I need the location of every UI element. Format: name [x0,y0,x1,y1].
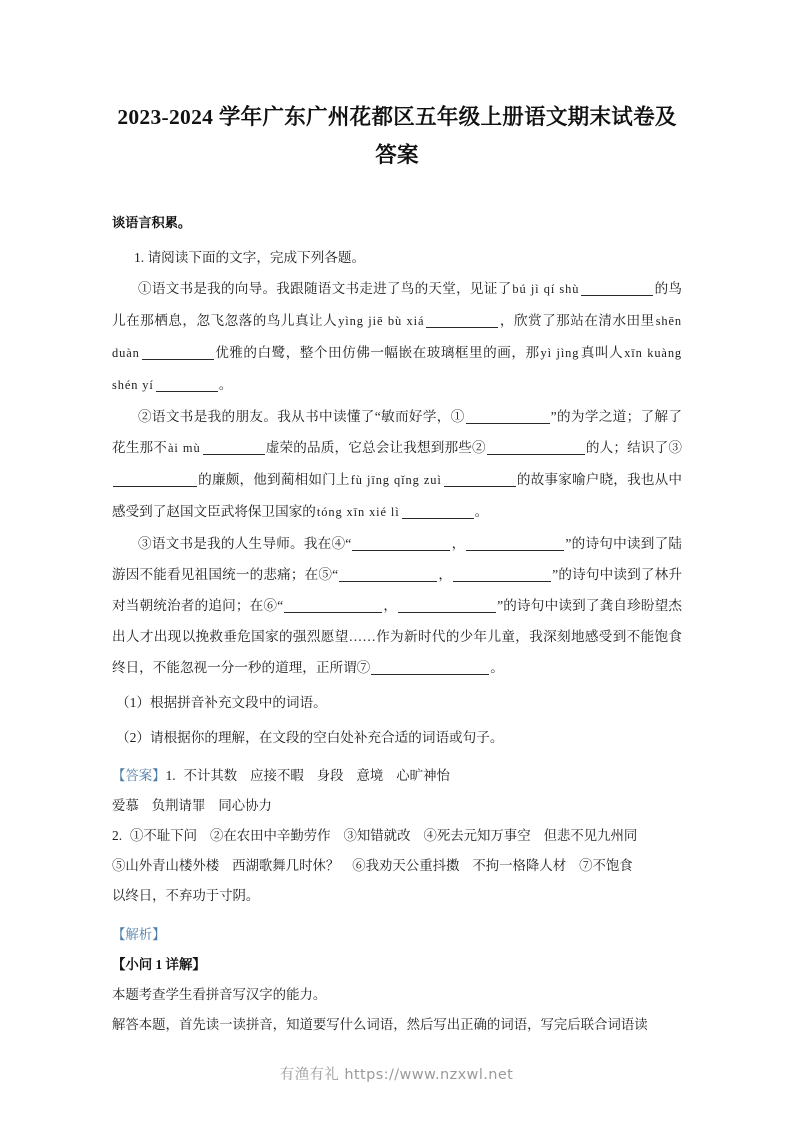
passage-3-text-g: 升对当朝统治者的追问；在⑥“ [112,567,682,613]
title-line-1: 2023-2024 学年广东广州花都区五年级上册语文期末试卷及 [117,105,677,129]
answer-blank[interactable] [371,674,489,675]
answer-2-prefix: 2. [112,828,123,843]
answer-line-4 [112,851,682,881]
passage-3-text-a: ③语文书是我的人生导师。我在④“ [138,536,352,551]
passage-2-text-h: 的故事家喻户晓，我也 [516,472,655,487]
passage-1-text-a: ①语文书是我的向导。我跟随语文书走进了鸟的天堂，见证了 [138,281,512,296]
answer-blank[interactable] [581,295,653,296]
passage-3-text-d: 游因不能看见祖国统一的悲痛；在⑤“ [112,567,339,582]
answer-blank[interactable] [426,327,498,328]
answer-tag: 【答案】 [112,768,166,783]
passage-1-text-g: 真叫人 [580,345,624,360]
passage-2-text-d: 虚荣的品质，它总会让我想到那些② [265,440,486,455]
analysis-body-2: 解答本题，首先读一读拼音，知道要写什么词语，然后写出正确的词语，写完后联合词语读 [112,1017,648,1032]
analysis-tag: 【解析】 [112,927,166,942]
answer-line-5: 以终日，不弃功于寸阴。 [112,888,260,903]
pinyin-yi-jing: yì jìng [540,346,580,360]
passage-3-text-b: ， [451,536,466,551]
question-1-stem: 1. 请阅读下面的文字，完成下列各题。 [134,250,366,265]
passage-2-text-a: ②语文书是我的朋友。我从书中读懂了“敏而好学，① [138,409,465,424]
passage-2-text-j: 。 [474,504,489,519]
passage-1-text-c: 鸟儿在那栖息，忽飞忽落的鸟儿真让人 [112,281,683,328]
answer-item: ⑦不饱食 [579,858,633,873]
passage-2-text-f: ③ [668,440,683,455]
section-heading: 谈语言积累。 [112,215,192,230]
answer-item: 西湖歌舞几时休？ [232,858,340,873]
passage-3-text-h: ， [383,598,398,613]
answer-blank[interactable] [284,612,382,613]
passage-3-text-f: ”的诗句中读到了林 [552,567,669,582]
passage-paragraph-3 [112,528,682,683]
passage-2-text-e: 的人；结识了 [585,440,669,455]
answer-line-1 [112,761,682,791]
answer-item: 身段 [316,768,344,783]
passage-1-text-f: 优雅的白鹭，整个田仿佛一幅嵌在玻璃框里的画，那 [214,345,540,360]
answer-item: 爱慕 [112,798,139,813]
answer-blank[interactable] [466,550,564,551]
title-line-2: 答案 [375,143,419,167]
passage-2-text-g: 的廉颇，他到蔺相如门上 [198,472,350,487]
answer-blank[interactable] [142,359,214,360]
answer-item: 负荆请罪 [151,798,206,813]
pinyin-bu-ji-qi-shu: bú jì qí shù [512,282,580,296]
answer-blank[interactable] [453,581,551,582]
passage-3-text-l: 。 [490,660,504,675]
answer-item: ⑥我劝天公重抖擞 [352,858,460,873]
answer-item: ⑤山外青山楼外楼 [112,858,220,873]
passage-paragraph-2 [112,401,682,528]
answer-item: 心旷神怡 [396,768,450,783]
answer-blank[interactable] [398,612,496,613]
answer-item: 应接不暇 [250,768,304,783]
pinyin-xin-kuang-shen-yi: xīn kuàng shén yí [112,346,683,392]
passage-2-text-b: ”的为学之道；了解 [550,409,669,424]
passage-3-text-e: ， [438,567,453,582]
answer-blank[interactable] [113,486,197,487]
answer-blank[interactable] [203,454,265,455]
passage-paragraph-1 [112,273,682,401]
page-content [112,0,682,1040]
analysis-body-1: 本题考查学生看拼音写汉字的能力。 [112,987,327,1002]
answer-item: ③知错就改 [343,828,411,843]
answer-blank[interactable] [352,550,450,551]
passage-3-text-k: 饱食终日，不能忽视一分一秒的道理，正所谓⑦ [112,629,683,675]
passage-1-text-b: 的 [654,281,669,296]
watermark: 有渔有礼 https://www.nzxwl.net [279,1067,514,1083]
page-title [112,0,682,174]
sub-question-2: （2）请根据你的理解，在文段的空白处补充合适的词语或句子。 [116,730,504,745]
answer-1-prefix: 1. [165,768,176,783]
answer-item: 不拘一格降人材 [472,858,567,873]
answer-item: 同心协力 [218,798,272,813]
passage-3-text-i: ”的诗句中读到了龚自珍盼望 [497,598,669,613]
passage-1-text-h: 。 [218,377,233,392]
analysis-detail-heading: 【小问 1 详解】 [112,957,206,972]
passage-2-text-c: 了花生那不 [112,409,682,455]
passage-1-text-e: 里 [640,313,655,328]
passage-3-text-j: 杰出人才出现以挽救垂危国家的强烈愿望……作为新时代的少年儿童，我深刻地感受到不能 [112,598,682,644]
pinyin-ai-mu: ài mù [168,441,201,455]
answer-blank[interactable] [339,581,437,582]
answer-item: 不计其数 [183,768,238,783]
answer-line-3 [112,821,682,851]
answer-item: 但悲不见九州同 [543,828,638,843]
passage-3-text-c: ”的诗句中读到了陆 [565,536,682,551]
pinyin-tong-xin-xie-li: tóng xīn xié lì [316,505,400,519]
answer-blank[interactable] [487,454,585,455]
pinyin-shen-duan: shēn duàn [112,314,683,360]
answer-item: 意境 [356,768,384,783]
passage-2-text-i: 从中感受到了赵国文臣武将保卫国家的 [112,472,683,519]
analysis-tag-row [112,911,682,950]
sub-question-1: （1）根据拼音补充文段中的词语。 [116,695,327,710]
pinyin-fu-jing-qing-zui: fù jīng qǐng zuì [350,473,442,487]
answer-line-2 [112,791,682,821]
answer-blank[interactable] [444,486,516,487]
answer-blank[interactable] [156,391,218,392]
answer-blank[interactable] [402,518,474,519]
answer-item: ④死去元知万事空 [423,828,531,843]
answer-item: ①不耻下问 [130,828,197,843]
passage-1-text-d: ，欣赏了那站在清水田 [499,313,641,328]
answer-blank[interactable] [466,423,550,424]
answer-item: ②在农田中辛勤劳作 [210,828,331,843]
pinyin-ying-jie-bu-xia: yìng jiē bù xiá [338,314,425,328]
